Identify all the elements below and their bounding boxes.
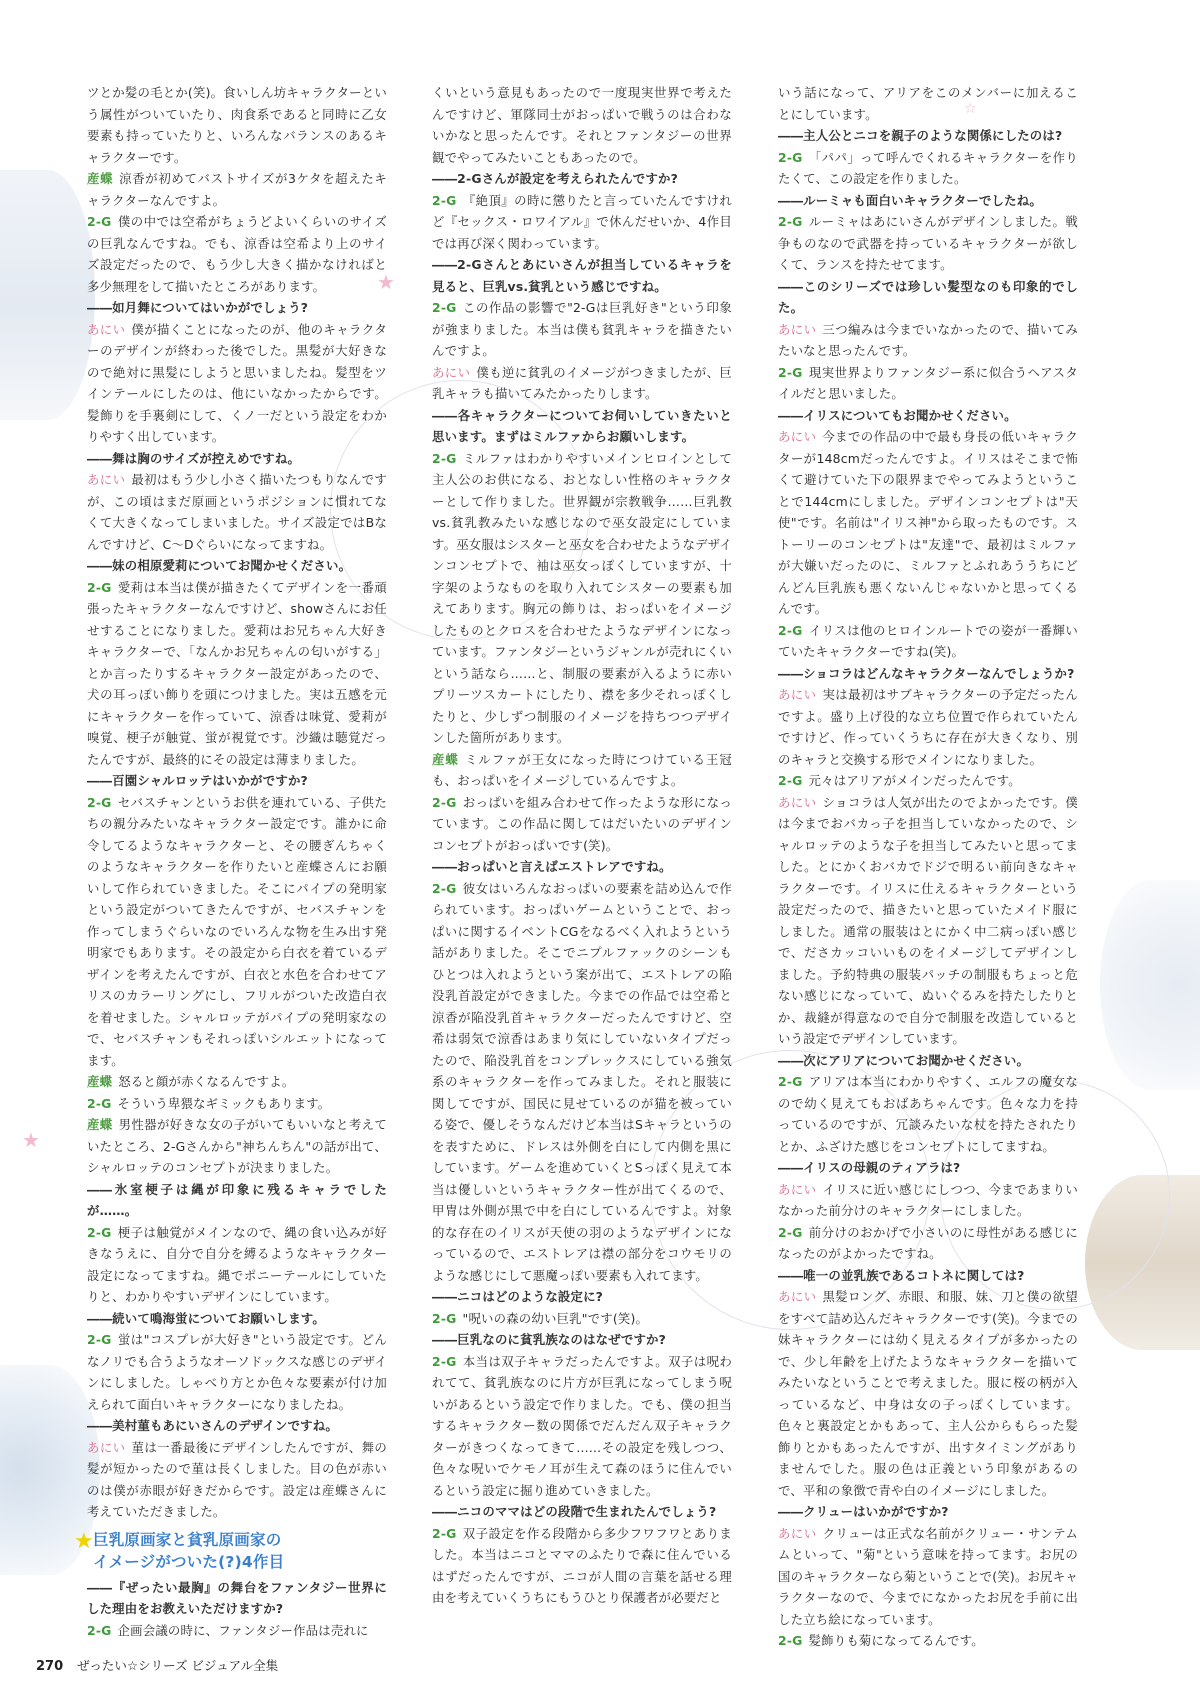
interview-question: ――2-Gさんが設定を考えられたんですか? [432, 171, 678, 186]
interview-answer [87, 168, 387, 211]
answer-text: 「パパ」って呼んでくれるキャラクターを作りたくて、この設定を作りました。 [778, 149, 1078, 186]
interview-answer [432, 792, 732, 857]
answer-text: 蛍は"コスプレが大好き"という設定です。どんなノリでも合うようなオーソドックスな感じのデザインにしました。しゃべり方とか色々な要素が付け加えられて面白いキャラクターになりましたね。 [87, 1332, 387, 1412]
answer-text: ミルファはわかりやすいメインヒロインとして主人公のお供になる、おとなしい性格のキャラクターとして作りました。世界観が宗教戦争……巨乳教vs.貧乳教みたいな感じなので巫女設定にしています。巫女服はシスターと巫女を合わせたようなデザインコンセプトで、袖は巫女っぽくしていますが、十字架のようなものを取り入れてシスターの要素も加えてあります。胸元の飾りは、おっぱいをイメージしたものとクロスを合わせたようなデザインになっています。ファンタジーというジャンルが売れにくいという話なら……と、制服の要素が入るように赤いプリーツスカートにしたり、襟を多少それっぽくしたりと、少しずつ制服のイメージを持ちつつデザインした箇所があります。 [432, 450, 732, 745]
answer-text: 現実世界よりファンタジー系に似合うヘアスタイルだと思いました。 [778, 364, 1078, 401]
answer-text: "呪いの森の幼い巨乳"です(笑)。 [462, 1310, 649, 1326]
interview-answer [87, 1329, 387, 1415]
answer-text: 最初はもう少し小さく描いたつもりなんですが、この頃はまだ原画というポジションに慣れてなくて大きくなってしまいました。サイズ設定ではBなんですけど、C～Dぐらいになってますね。 [87, 472, 387, 552]
speaker-label: 2-G [432, 192, 457, 208]
interview-answer [432, 190, 732, 255]
interview-answer [778, 1071, 1078, 1157]
interview-question: ――イリスの母親のティアラは? [778, 1160, 961, 1175]
interview-answer [87, 792, 387, 1072]
speaker-label: 2-G [432, 794, 457, 810]
speaker-label: 2-G [778, 1074, 803, 1089]
interview-answer [87, 1620, 387, 1642]
speaker-label: 2-G [432, 300, 457, 315]
answer-text: この作品の影響で"2-Gは巨乳好き"という印象が強まりました。本当は僕も貧乳キャラを描きたいんですよ。 [432, 300, 732, 358]
interview-question: ――美村菫もあにいさんのデザインですね。 [87, 1418, 338, 1433]
interview-answer [778, 1630, 1078, 1652]
answer-text: ミルファが王女になった時につけている王冠も、おっぱいをイメージしているんですよ。 [432, 751, 732, 788]
decorative-carousel-image [1085, 1175, 1200, 1350]
speaker-label: 2-G [432, 450, 457, 466]
interview-question: ――ニコはどのような設定に? [432, 1289, 604, 1304]
answer-text: くいという意見もあったので一度現実世界で考えたんですけど、軍隊同士がおっぱいで戦うのは合わないかなと思ったんです。それとファンタジーの世界観でやってみたいこともあったので。 [432, 85, 732, 165]
answer-text: 元々はアリアがメインだったんです。 [808, 773, 1021, 788]
section-heading [74, 1528, 387, 1573]
answer-text: 髪飾りも菊になってるんです。 [808, 1633, 984, 1648]
yellow-star-icon: ★ [74, 1528, 94, 1554]
speaker-label: 2-G [432, 1353, 457, 1369]
interview-question: ――次にアリアについてお聞かせください。 [778, 1052, 1030, 1068]
interview-question: ――イリスについてもお聞かせください。 [778, 407, 1017, 423]
speaker-label: あにい [778, 429, 817, 444]
speaker-label: 2-G [87, 214, 112, 229]
interview-answer [432, 1351, 732, 1502]
interview-answer [778, 147, 1078, 190]
interview-question: ――『ぜったい最胸』の舞台をファンタジー世界にした理由をお教えいただけますか? [87, 1579, 387, 1616]
interview-answer [432, 878, 732, 1287]
answer-text: クリューは正式な名前がクリュー・サンテムムといって、"菊"という意味を持ってます。お尻の国のキャラクターなら菊ということで(笑)。お尻キャラクターなので、今までになかったお尻を手前に出した立ち絵になっています。 [778, 1525, 1078, 1627]
interview-answer [432, 297, 732, 362]
pink-star-icon: ★ [377, 270, 395, 294]
speaker-label: あにい [778, 321, 817, 337]
interview-question: ――このシリーズでは珍しい髪型なのも印象的でした。 [778, 278, 1078, 315]
interview-answer [778, 620, 1078, 663]
answer-text: セバスチャンというお供を連れている、子供たちの親分みたいなキャラクター設定です。誰かに命令してるようなキャラクターと、その腰ぎんちゃくのようなキャラクターを作りたいと産蝶さんにお願いして作られていきました。そこにパイプの発明家という設定がついてきたんですが、セバスチャンを作ってしまうぐらいなのでいろんな物を生み出す発明家でもあります。その設定から白衣を着ているデザインを考えたんですが、白衣と水色を合わせてアリスのカラーリングにし、フリルがついた改造白衣を着せました。シャルロッテがパイプの発明家なので、セバスチャンもそれっぽいシルエットになってます。 [87, 794, 387, 1068]
section-heading-line-2: イメージがついた(?)4作目 [93, 1552, 285, 1571]
answer-text: ショコラは人気が出たのでよかったです。僕は今までおバカっ子を担当していなかったので、シャルロッテのような子を担当してみたいと思ってました。とにかくおバカでドジで明るい前向きなキャラクターです。イリスに仕えるキャラクターという設定だったので、描きたいと思っていたメイド服にしました。通常の服装はとにかく中二病っぽい感じで、ださカッコいいものをイメージしてデザインしました。予約特典の服装パッチの制服もちょっと危ない感じになっていて、ぬいぐるみを持たしたりとか、裁縫が得意なので自分で制服を改造しているという設定でデザインしています。 [778, 794, 1078, 1046]
speaker-label: あにい [87, 472, 126, 487]
answer-text: 菫は一番最後にデザインしたんですが、舞の髪が短かったので菫は長くしました。目の色が赤いのは僕が赤眼が好きだからです。設定は産蝶さんに考えていただきました。 [87, 1439, 387, 1519]
book-title: ぜったい☆シリーズ ビジュアル全集 [77, 1658, 279, 1673]
speaker-label: あにい [432, 364, 471, 380]
speaker-label: あにい [778, 1181, 817, 1197]
answer-text: アリアは本当にわかりやすく、エルフの魔女なので幼く見えてもおばあちゃんです。色々な力を持っているのですが、冗談みたいな杖を持たされたりとか、ふざけた感じをコンセプトにしてますね。 [778, 1074, 1078, 1154]
answer-text: 企画会議の時に、ファンタジー作品は売れに [117, 1622, 369, 1638]
answer-text: 男性器が好きな女の子がいてもいいなと考えていたところ、2-Gさんから"神ちんちん"の話が出て、シャルロッテのコンセプトが決まりました。 [87, 1117, 388, 1175]
speaker-label: 2-G [778, 622, 803, 638]
answer-text: 愛莉は本当は僕が描きたくてデザインを一番頑張ったキャラクターなんですけど、showさんにお任せすることになりました。愛莉はお兄ちゃん大好きキャラクターで、「なんかお兄ちゃんの匂いがする」とか言ったりするキャラクター設定があったので、犬の耳っぽい飾りを頭につけました。実は五感を元にキャラクターを作っていて、涼香は味覚、愛莉が嗅覚、梗子が触覚、蛍が視覚です。沙織は聴覚だったんですが、最終的にその設定は薄まりました。 [87, 579, 387, 767]
answer-text: イリスに近い感じにしつつ、今まであまりいなかった前分けのキャラクターにしました。 [778, 1181, 1078, 1218]
text-column-2 [432, 82, 732, 1609]
speaker-label: 2-G [432, 880, 457, 896]
page-footer [36, 1656, 278, 1674]
interview-question: ――舞は胸のサイズが控えめですね。 [87, 450, 301, 466]
section-heading-line-1: 巨乳原画家と貧乳原画家の [93, 1530, 282, 1549]
answer-text: ルーミャはあにいさんがデザインしました。戦争ものなので武器を持っているキャラクターが欲しくて、ランスを持たせてます。 [778, 214, 1078, 272]
answer-text: 前分けのおかげで小さいのに母性がある感じになったのがよかったですね。 [778, 1224, 1078, 1261]
interview-answer [778, 319, 1078, 362]
interview-answer [432, 448, 732, 749]
interview-answer [778, 1222, 1078, 1265]
speaker-label: あにい [778, 1525, 817, 1541]
speaker-label: あにい [778, 687, 817, 702]
answer-text: 怒ると顔が赤くなるんですよ。 [118, 1074, 295, 1089]
interview-answer [87, 211, 387, 297]
interview-question: ――主人公とニコを親子のような関係にしたのは? [778, 128, 1063, 143]
speaker-label: 2-G [87, 1095, 112, 1111]
interview-question: ――続いて鳴海蛍についてお願いします。 [87, 1310, 325, 1326]
speaker-label: 2-G [432, 1525, 457, 1541]
answer-text: 僕が描くことになったのが、他のキャラクターのデザインが終わった後でした。黒髪が大好きなので絶対に黒髪にしようと思いましたね。髪型をツインテールにしたのは、他にいなかったからです。髪飾りを手裏剣にして、くノ一だという設定をわかりやすく出しています。 [87, 321, 387, 444]
speaker-label: あにい [778, 1289, 817, 1304]
text-column-1 [74, 82, 388, 1641]
speaker-label: 産蝶 [432, 751, 459, 767]
speaker-label: あにい [87, 1439, 126, 1455]
answer-text: イリスは他のヒロインルートでの姿が一番輝いていたキャラクターですね(笑)。 [778, 622, 1078, 659]
speaker-label: あにい [778, 794, 817, 810]
answer-text: 『絶頂』の時に懲りたと言っていたんですけれど『セックス・ロワイアル』で休んだせいか、4作目では再び深く関わっています。 [432, 192, 732, 251]
answer-text: 三つ編みは今までいなかったので、描いてみたいなと思ったんです。 [778, 321, 1078, 358]
interview-answer [778, 1286, 1078, 1501]
answer-text: いう話になって、アリアをこのメンバーに加えることにしています。 [778, 85, 1078, 122]
speaker-label: 2-G [87, 794, 112, 810]
interview-question: ――ショコラはどんなキャラクターなんでしょうか? [778, 665, 1075, 681]
interview-answer [87, 1114, 387, 1179]
interview-question: ――2-Gさんとあにいさんが担当しているキャラを見ると、巨乳vs.貧乳という感じですね。 [432, 257, 732, 294]
decorative-circle-image [1100, 880, 1200, 1090]
interview-answer [778, 1179, 1078, 1222]
interview-question: ――如月舞についてはいかがでしょう? [87, 300, 309, 315]
answer-text: 本当は双子キャラだったんですよ。双子は呪われてて、貧乳族なのに片方が巨乳になってしまう呪いがあるという設定で作りました。でも、僕の担当するキャラクター数の関係でだんだん双子キャラクターがきつくなってきて……その設定を残しつつ、色々な呪いでケモノ耳が生えて森のほうに住んでいるという設定に掘り進めていきました。 [432, 1353, 732, 1498]
interview-question: ――おっぱいと言えばエストレアですね。 [432, 859, 672, 874]
text-column-3 [778, 82, 1078, 1652]
interview-answer [778, 684, 1078, 770]
answer-text: 今までの作品の中で最も身長の低いキャラクターが148cmだったんですよ。イリスはそこまで怖くて避けていた下の限界までやってみようということで144cmにしました。デザインコンセプトは"天使"です。名前は"イリス神"から取ったものです。ストーリーのコンセプトは"友達"で、最初はミルファが大嫌いだったのに、ミルファとふれあううちにどんどん巨乳族も悪くないんじゃないかと思ってくるんです。 [778, 429, 1078, 616]
interview-answer [778, 211, 1078, 276]
answer-text: 僕も逆に貧乳のイメージがつきましたが、巨乳キャラも描いてみたかったりします。 [432, 364, 732, 401]
speaker-label: 2-G [432, 1310, 457, 1326]
pink-star-icon: ★ [22, 1128, 40, 1152]
interview-question: ――ルーミャも面白いキャラクターでしたね。 [778, 192, 1042, 208]
interview-question: ――クリューはいかがですか? [778, 1504, 949, 1519]
interview-answer [778, 362, 1078, 405]
speaker-label: 2-G [778, 149, 803, 165]
interview-question: ――妹の相原愛莉についてお聞かせください。 [87, 558, 352, 573]
speaker-label: 産蝶 [87, 1074, 113, 1089]
interview-question: ――唯一の並乳族であるコトネに関しては? [778, 1267, 1025, 1283]
interview-answer [432, 749, 732, 792]
answer-text: 涼香が初めてバストサイズが3ケタを超えたキャラクターなんですよ。 [87, 171, 387, 208]
answer-text: 僕の中では空希がちょうどよいくらいのサイズの巨乳なんですね。でも、涼香は空希より上のサイズ設定だったので、もう少し大きく描かなければと多少無理をして描いたところがあります。 [87, 214, 387, 294]
interview-answer [432, 1523, 732, 1609]
answer-text: 梗子は触覚がメインなので、縄の食い込みが好きなうえに、自分で自分を縛るようなキャラクター設定になってますね。縄でポニーテールにしていたりと、わかりやすいデザインにしています。 [87, 1224, 387, 1304]
interview-answer [778, 770, 1078, 792]
speaker-label: 2-G [87, 579, 112, 595]
speaker-label: 2-G [778, 773, 803, 788]
interview-answer [432, 82, 732, 168]
answer-text: 彼女はいろんなおっぱいの要素を詰め込んで作られています。おっぱいゲームということで、おっぱいに関するイベントCGをなるべく入れようという話がありました。そこでニプルファックのシーンもひとつは入れようという案が出て、エストレアの陥没乳首設定ができました。今までの作品では空希と涼香が陥没乳首キャラクターだったんですけど、空希は弱気で涼香はあまり気にしていないタイプだったので、陥没乳首をコンプレックスにしている強気系のキャラクターを作ってみました。それと服装に関してですが、国民に見せているのが猫を被っている姿で、優しそうなんだけど本当はSキャラというのを表すために、ドレスは外側を白にして内側を黒にしています。ゲームを進めていくとSっぽく見えて本当は優しいというキャラクター性が出てくるので、甲冑は外側が黒で中を白にしているんですよ。対象的な存在のイリスが天使の羽のようなデザインになっているので、エストレアは襟の部分をコウモリのような感じにして悪魔っぽい要素も入れてます。 [432, 880, 732, 1283]
speaker-label: 2-G [778, 1224, 803, 1240]
speaker-label: 2-G [778, 364, 803, 380]
interview-answer [778, 792, 1078, 1050]
interview-answer [432, 362, 732, 405]
speaker-label: あにい [87, 321, 126, 337]
speaker-label: 2-G [778, 214, 803, 229]
interview-answer [87, 1437, 387, 1523]
page-number: 270 [36, 1659, 64, 1674]
answer-text: 双子設定を作る段階から多少フワフワとありました。本当はニコとママのふたりで森に住んでいるはずだったんですが、ニコが人間の言葉を話せる理由を考えていくうちにもうひとり保護者が必要だと [432, 1525, 732, 1605]
answer-text: ツとか髪の毛とか(笑)。食いしん坊キャラクターという属性がついていたり、肉食系であると同時に乙女要素も持っていたりと、いろんなバランスのあるキャラクターです。 [87, 85, 387, 165]
interview-answer [778, 426, 1078, 620]
speaker-label: 2-G [87, 1332, 112, 1347]
speaker-label: 2-G [87, 1622, 112, 1638]
interview-answer [87, 1071, 387, 1093]
answer-text: 黒髪ロング、赤眼、和服、妹、刀と僕の欲望をすべて詰め込んだキャラクターです(笑)。今までの妹キャラクターには幼く見えるタイプが多かったので、少し年齢を上げたようなキャラクターを描いてみたいなということで考えました。服に桜の柄が入っているなど、中身は女の子っぽくしています。色々と裏設定とかもあって、主人公からもらった髪飾りとかもあったんですが、出すタイミングがありませんでした。服の色は正義という印象があるので、平和の象徴で青や白のイメージにしました。 [778, 1289, 1078, 1498]
interview-answer [87, 1093, 387, 1115]
interview-answer [432, 1308, 732, 1330]
decorative-building-image [0, 170, 95, 420]
speaker-label: 産蝶 [87, 1117, 113, 1132]
interview-answer [87, 577, 387, 771]
speaker-label: 産蝶 [87, 171, 114, 186]
interview-answer [87, 1222, 387, 1308]
interview-question: ――百園シャルロッテはいかがですか? [87, 773, 308, 788]
interview-answer [778, 1523, 1078, 1631]
interview-answer [87, 82, 387, 168]
speaker-label: 2-G [87, 1224, 112, 1240]
interview-answer [87, 469, 387, 555]
interview-question: ――各キャラクターについてお伺いしていきたいと思います。まずはミルファからお願いします。 [432, 407, 732, 444]
interview-question: ――巨乳なのに貧乳族なのはなぜですか? [432, 1332, 667, 1347]
interview-answer [778, 82, 1078, 125]
speaker-label: 2-G [778, 1633, 803, 1648]
interview-question: ――氷室梗子は縄が印象に残るキャラでしたが……。 [87, 1181, 387, 1218]
answer-text: おっぱいを組み合わせて作ったような形になっています。この作品に関してはだいたいのデザインコンセプトがおっぱいです(笑)。 [432, 794, 732, 853]
pink-star-icon: ☆ [964, 101, 977, 117]
answer-text: 実は最初はサブキャラクターの予定だったんですよ。盛り上げ役的な立ち位置で作られていたんですけど、作っていくうちに存在が大きくなり、別のキャラと交換する形でメインになりました。 [778, 687, 1078, 767]
interview-question: ――ニコのママはどの段階で生まれたんでしょう? [432, 1504, 717, 1519]
interview-answer [87, 319, 387, 448]
answer-text: そういう卑猥なギミックもあります。 [117, 1095, 331, 1111]
